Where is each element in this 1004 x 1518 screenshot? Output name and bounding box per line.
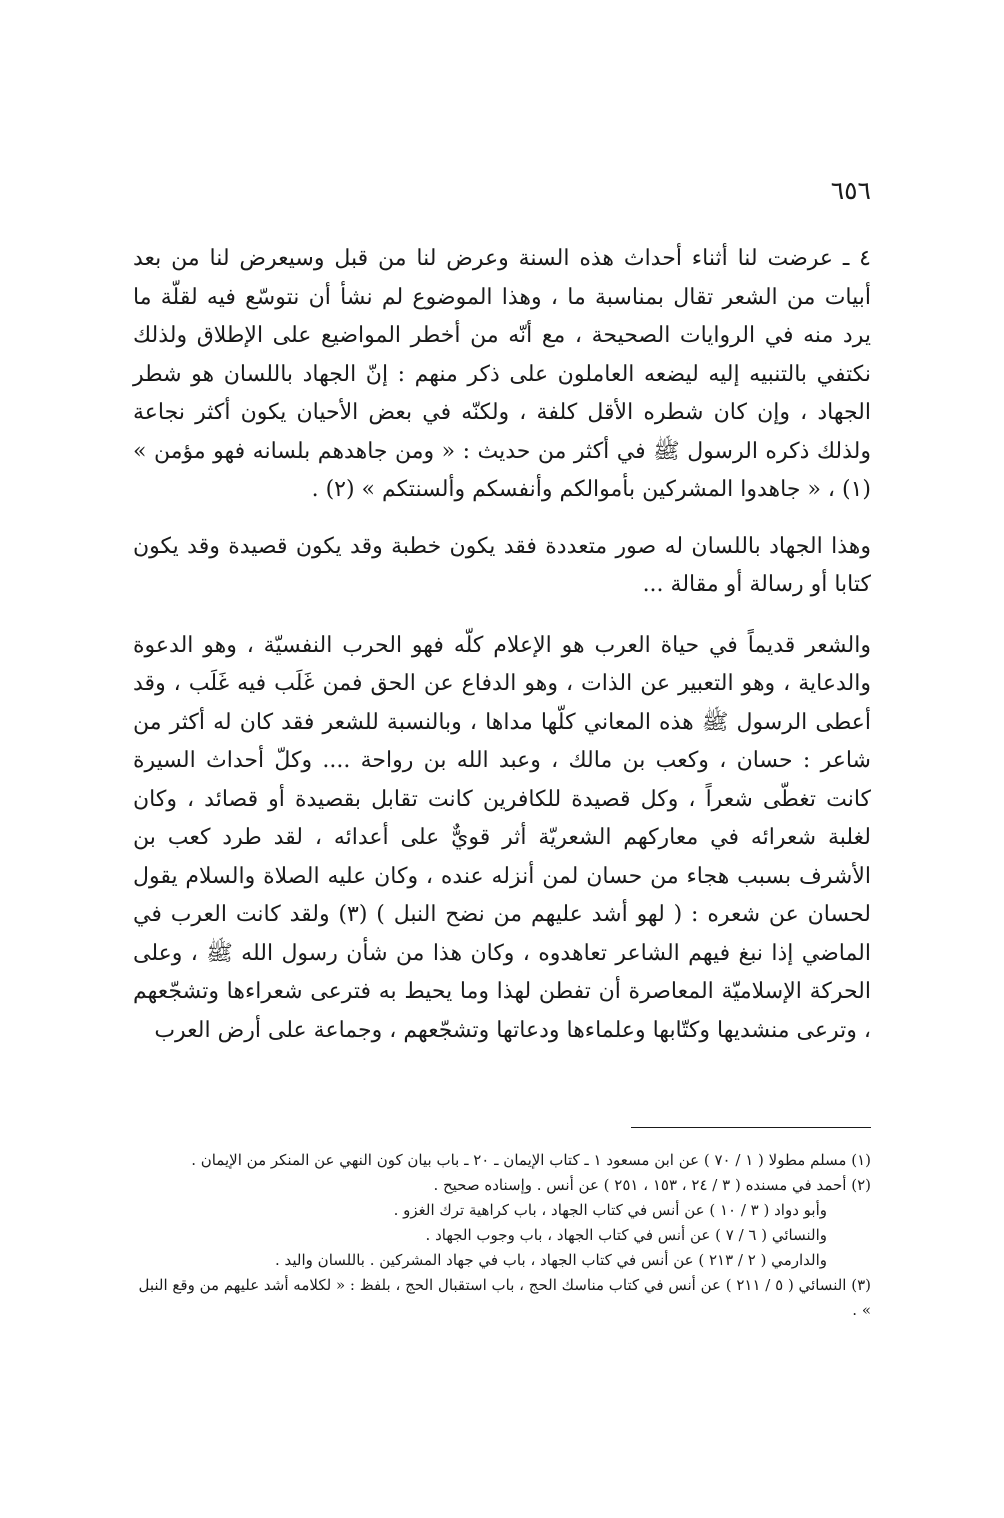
- footnote-2-source-darimi: والدارمي ( ٢ / ٢١٣ ) عن أنس في كتاب الجهاد ، باب في جهاد المشركين . باللسان واليد .: [275, 1251, 827, 1269]
- footnote-1: (١) مسلم مطولا ( ١ / ٧٠ ) عن ابن مسعود ١ ـ كتاب الإيمان ـ ٢٠ ـ باب بيان كون النهي عن المنكر من الإيمان .: [191, 1151, 871, 1169]
- footnotes: [133, 1148, 871, 1323]
- paragraph: ٤ ـ عرضت لنا أثناء أحداث هذه السنة وعرض لنا من قبل وسيعرض لنا من بعد أبيات من الشعر تقال بمناسبة ما ، وهذا الموضوع لم نشأ أن نتوسّع فيه لقلّة ما يرد منه في الروايات الصحيحة ، مع أنّه من أخطر المواضيع على الإطلاق ولذلك نكتفي بالتنبيه إليه ليضعه العاملون على ذكر منهم : إنّ الجهاد باللسان هو شطر الجهاد ، وإن كان شطره الأقل كلفة ، ولكنّه في بعض الأحيان يكون أكثر نجاعة ولذلك ذكره الرسول ﷺ في أكثر من حديث : « ومن جاهدهم بلسانه فهو مؤمن » (١) ، « جاهدوا المشركين بأموالكم وأنفسكم وألسنتكم » (٢) .: [133, 246, 871, 502]
- footnote-2-source-nasai: والنسائي ( ٦ / ٧ ) عن أنس في كتاب الجهاد ، باب وجوب الجهاد .: [425, 1226, 827, 1244]
- footnote-2: (٢) أحمد في مسنده ( ٣ / ٢٤ ، ١٥٣ ، ٢٥١ ) عن أنس . وإسناده صحيح .: [433, 1176, 871, 1194]
- footnote-2-source-abu-dawud: وأبو دواد ( ٣ / ١٠ ) عن أنس في كتاب الجهاد ، باب كراهية ترك الغزو .: [393, 1201, 827, 1219]
- footnote-separator: [631, 1127, 871, 1128]
- paragraph: وهذا الجهاد باللسان له صور متعددة فقد يكون خطبة وقد يكون قصيدة وقد يكون كتابا أو رسالة أو مقالة ...: [133, 533, 871, 597]
- footnote-3: (٣) النسائي ( ٥ / ٢١١ ) عن أنس في كتاب مناسك الحج ، باب استقبال الحج ، بلفظ : « لكلامه أشد عليهم من وقع النبل » .: [138, 1276, 871, 1319]
- body-text: [133, 240, 871, 1050]
- paragraph: والشعر قديماً في حياة العرب هو الإعلام كلّه فهو الحرب النفسيّة ، وهو الدعوة والدعاية ، وهو التعبير عن الذات ، وهو الدفاع عن الحق فمن غَلَب فيه غَلَب ، وقد أعطى الرسول ﷺ هذه المعاني كلّها مداها ، وبالنسبة للشعر فقد كان له أكثر من شاعر : حسان ، وكعب بن مالك ، وعبد الله بن رواحة .... وكلّ أحداث السيرة كانت تغطّى شعراً ، وكل قصيدة للكافرين كانت تقابل بقصيدة أو قصائد ، وكان لغلبة شعرائه في معاركهم الشعريّة أثر قويٌّ على أعدائه ، لقد طرد كعب بن الأشرف بسبب هجاء من حسان لمن أنزله عنده ، وكان عليه الصلاة والسلام يقول لحسان عن شعره : ( لهو أشد عليهم من نضح النبل ) (٣) ولقد كانت العرب في الماضي إذا نبغ فيهم الشاعر تعاهدوه ، وكان هذا من شأن رسول الله ﷺ ، وعلى الحركة الإسلاميّة المعاصرة أن تفطن لهذا وما يحيط به فترعى شعراءها وتشجّعهم ، وترعى منشديها وكتّابها وعلماءها ودعاتها وتشجّعهم ، وجماعة على أرض العرب: [133, 632, 871, 1043]
- page-number: ٦٥٦: [830, 176, 871, 205]
